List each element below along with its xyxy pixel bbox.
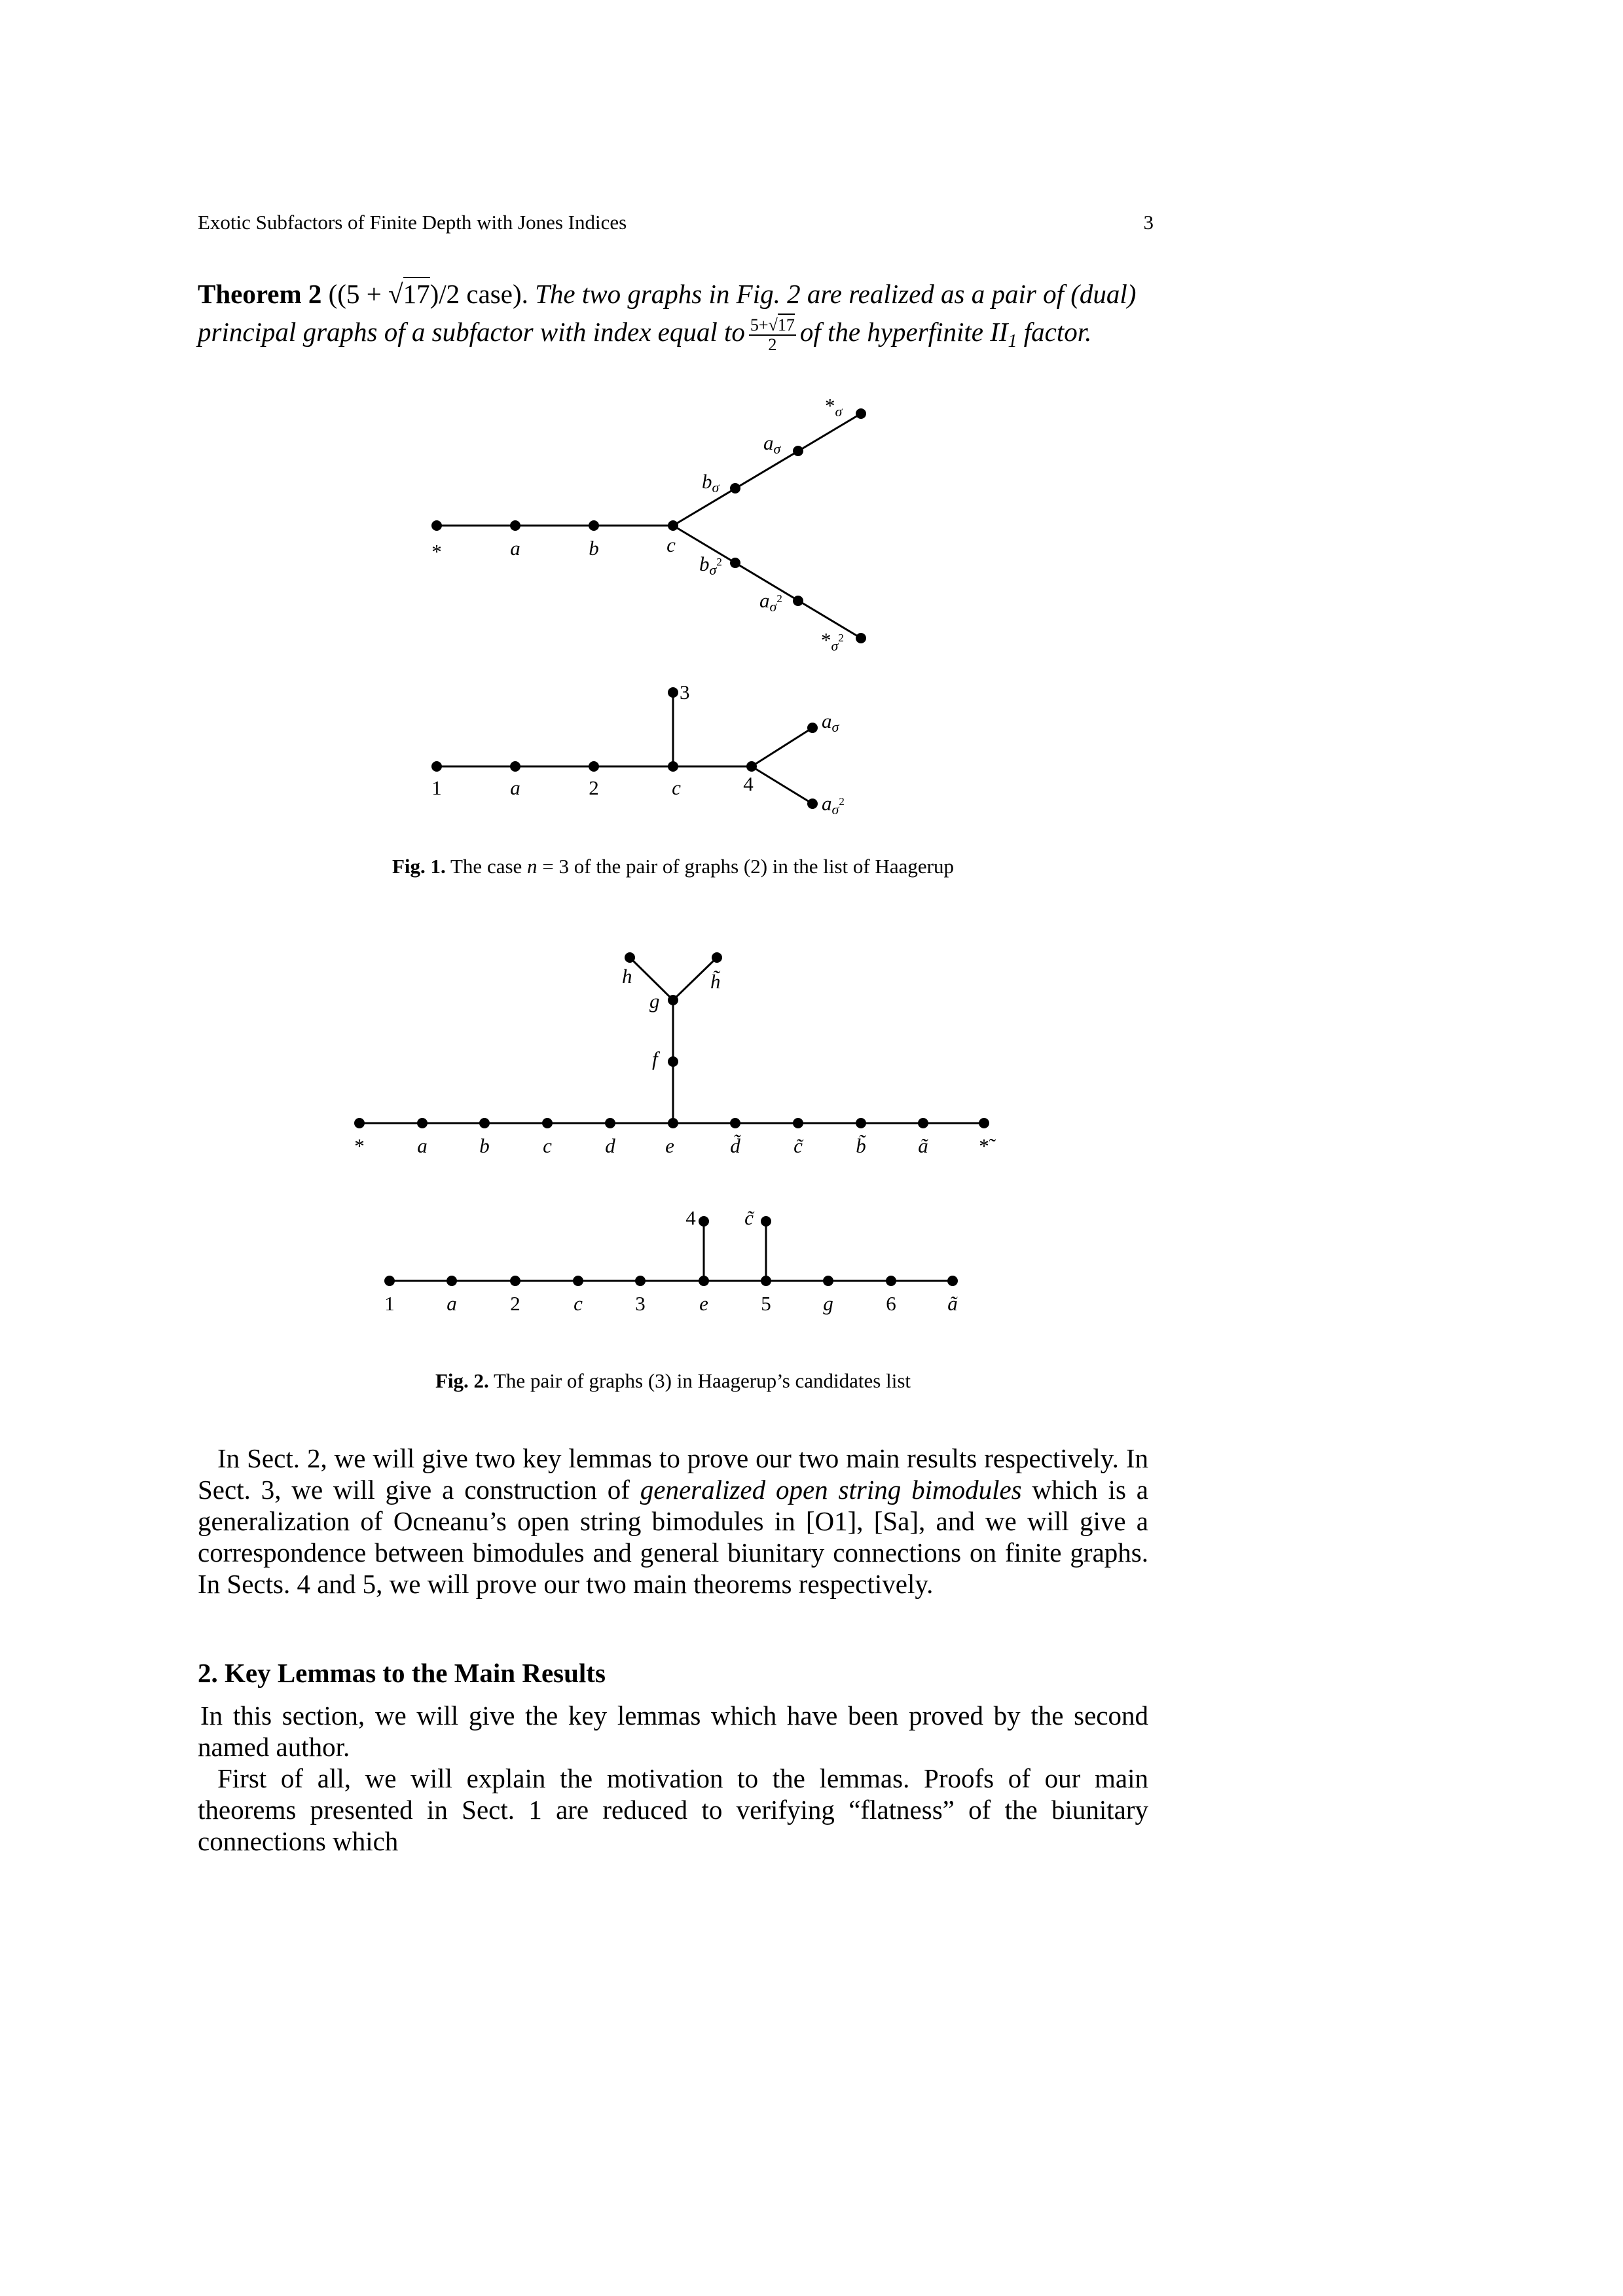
node-b-tilde [856, 1118, 866, 1128]
node-a-sigma [807, 723, 818, 733]
node-star-sigma2 [856, 633, 866, 643]
node-star-sigma [856, 408, 866, 419]
label-4: 4 [685, 1206, 696, 1229]
node-star-tilde [979, 1118, 989, 1128]
node-a-sigma [793, 446, 803, 456]
label-4: 4 [743, 772, 754, 795]
label-3: 3 [635, 1292, 646, 1315]
label-c: c [666, 533, 676, 556]
label-c: c [672, 776, 681, 799]
node-3 [668, 687, 678, 698]
fig2-bottom-graph-edges [390, 1221, 953, 1281]
node-h [625, 952, 635, 963]
node-b [589, 520, 599, 531]
node-a-tilde [947, 1276, 958, 1286]
node-a [417, 1118, 428, 1128]
label-a-sigma: aσ [763, 431, 781, 457]
node-e [668, 1118, 678, 1128]
node-c [668, 520, 678, 531]
node-a-tilde [918, 1118, 928, 1128]
label-b-tilde: b̃ [856, 1134, 866, 1157]
node-a-sigma2 [807, 798, 818, 809]
label-c: c [574, 1292, 583, 1315]
node-6 [886, 1276, 896, 1286]
theorem-label: Theorem 2 [198, 279, 322, 309]
node-g [668, 995, 678, 1005]
section-title: 2. Key Lemmas to the Main Results [198, 1658, 606, 1688]
section-body [198, 1700, 1148, 1857]
node-a [510, 761, 520, 772]
node-c [573, 1276, 583, 1286]
label-e: e [699, 1292, 708, 1315]
label-h-tilde: h̃ [710, 970, 721, 993]
label-a-sigma2: $a\sigma^2$ [759, 589, 782, 615]
node-star [431, 520, 442, 531]
paragraph-2: In this section, we will give the key lemmas which have been proved by the second named author. [198, 1700, 1148, 1762]
node-star [354, 1118, 365, 1128]
label-1: 1 [384, 1292, 395, 1315]
label-f: f [652, 1047, 658, 1070]
node-c [542, 1118, 553, 1128]
fig2-caption: Fig. 2. The pair of graphs (3) in Haagerup’s candidates list [435, 1369, 911, 1392]
label-3: 3 [680, 681, 690, 704]
label-5: 5 [761, 1292, 771, 1315]
paragraph-3: First of all, we will explain the motivation to the lemmas. Proofs of our main theorems presented in Sect. 1 are reduced to verifying “flatness” of the biunitary connections which [198, 1763, 1148, 1856]
node-1 [431, 761, 442, 772]
label-star-sigma2: $*\sigma^2$ [821, 628, 844, 654]
label-1: 1 [431, 776, 442, 799]
node-4 [699, 1216, 709, 1227]
label-a: a [510, 776, 520, 799]
node-a [510, 520, 520, 531]
label-a-sigma2: $a\sigma^2$ [822, 792, 845, 817]
node-2 [510, 1276, 520, 1286]
node-g [823, 1276, 833, 1286]
node-a-sigma2 [793, 596, 803, 606]
node-h-tilde [712, 952, 722, 963]
node-c-tilde [793, 1118, 803, 1128]
label-c-tilde: c̃ [744, 1206, 754, 1229]
label-b-sigma: bσ [702, 470, 720, 495]
node-e [699, 1276, 709, 1286]
label-b-sigma2: $b\sigma^2$ [699, 552, 722, 578]
node-b [479, 1118, 490, 1128]
label-a: a [510, 537, 520, 560]
label-b: b [479, 1134, 490, 1157]
paragraph-1: In Sect. 2, we will give two key lemmas to prove our two main results respectively. In Sect. 3, we will give a construction of generalized open string bimodules which is a generalization of Ocneanu’s open string bimodules in [O1], [Sa], and we will give a correspondence between bimodules and general biunitary connections on finite graphs. In Sects. 4 and 5, we will prove our two main theorems respectively. [198, 1443, 1148, 1599]
label-star: * [354, 1134, 365, 1157]
label-a-sigma: aσ [822, 709, 839, 735]
node-3 [635, 1276, 646, 1286]
label-g: g [649, 990, 660, 1013]
theorem-case: ((5 + √17)/2 case). [329, 277, 528, 309]
label-star: * [431, 540, 442, 563]
label-c-tilde: c̃ [793, 1134, 803, 1157]
label-d: d [605, 1134, 615, 1157]
label-h: h [622, 965, 632, 988]
label-e: e [665, 1134, 674, 1157]
label-2: 2 [510, 1292, 520, 1315]
node-d [605, 1118, 615, 1128]
label-d-tilde: d̃ [730, 1134, 740, 1157]
label-2: 2 [589, 776, 599, 799]
label-star-tilde: *̃ [979, 1134, 989, 1157]
index-fraction: $\frac{5+√17}{2}$ [749, 316, 796, 354]
label-a-tilde: ã [947, 1292, 958, 1315]
label-c: c [543, 1134, 552, 1157]
node-b-sigma2 [730, 558, 740, 568]
node-a [447, 1276, 457, 1286]
fig2-top-graph-edges [359, 958, 984, 1123]
label-a-tilde: ã [918, 1134, 928, 1157]
node-c-tilde [761, 1216, 771, 1227]
label-a: a [447, 1292, 457, 1315]
page-number: 3 [1143, 211, 1154, 234]
running-title: Exotic Subfactors of Finite Depth with Jones Indices [198, 211, 627, 234]
node-f [668, 1056, 678, 1067]
label-a: a [417, 1134, 428, 1157]
node-d-tilde [730, 1118, 740, 1128]
theorem-statement: The two graphs in Fig. 2 are realized as a pair of (dual) principal graphs of a subfactor with index equal to $\frac{5+√17}{2}$ of the hyperfinite $II_1$ factor. [198, 279, 1137, 354]
fig1-caption: Fig. 1. The case n = 3 of the pair of graphs (2) in the list of Haagerup [392, 855, 954, 878]
label-6: 6 [886, 1292, 896, 1315]
node-4 [746, 761, 757, 772]
label-g: g [823, 1292, 833, 1315]
node-2 [589, 761, 599, 772]
node-1 [384, 1276, 395, 1286]
node-c [668, 761, 678, 772]
fig1-bottom-graph-edges [437, 692, 812, 804]
node-5 [761, 1276, 771, 1286]
label-b: b [589, 537, 599, 560]
label-star-sigma: *σ [825, 394, 843, 420]
node-b-sigma [730, 483, 740, 493]
